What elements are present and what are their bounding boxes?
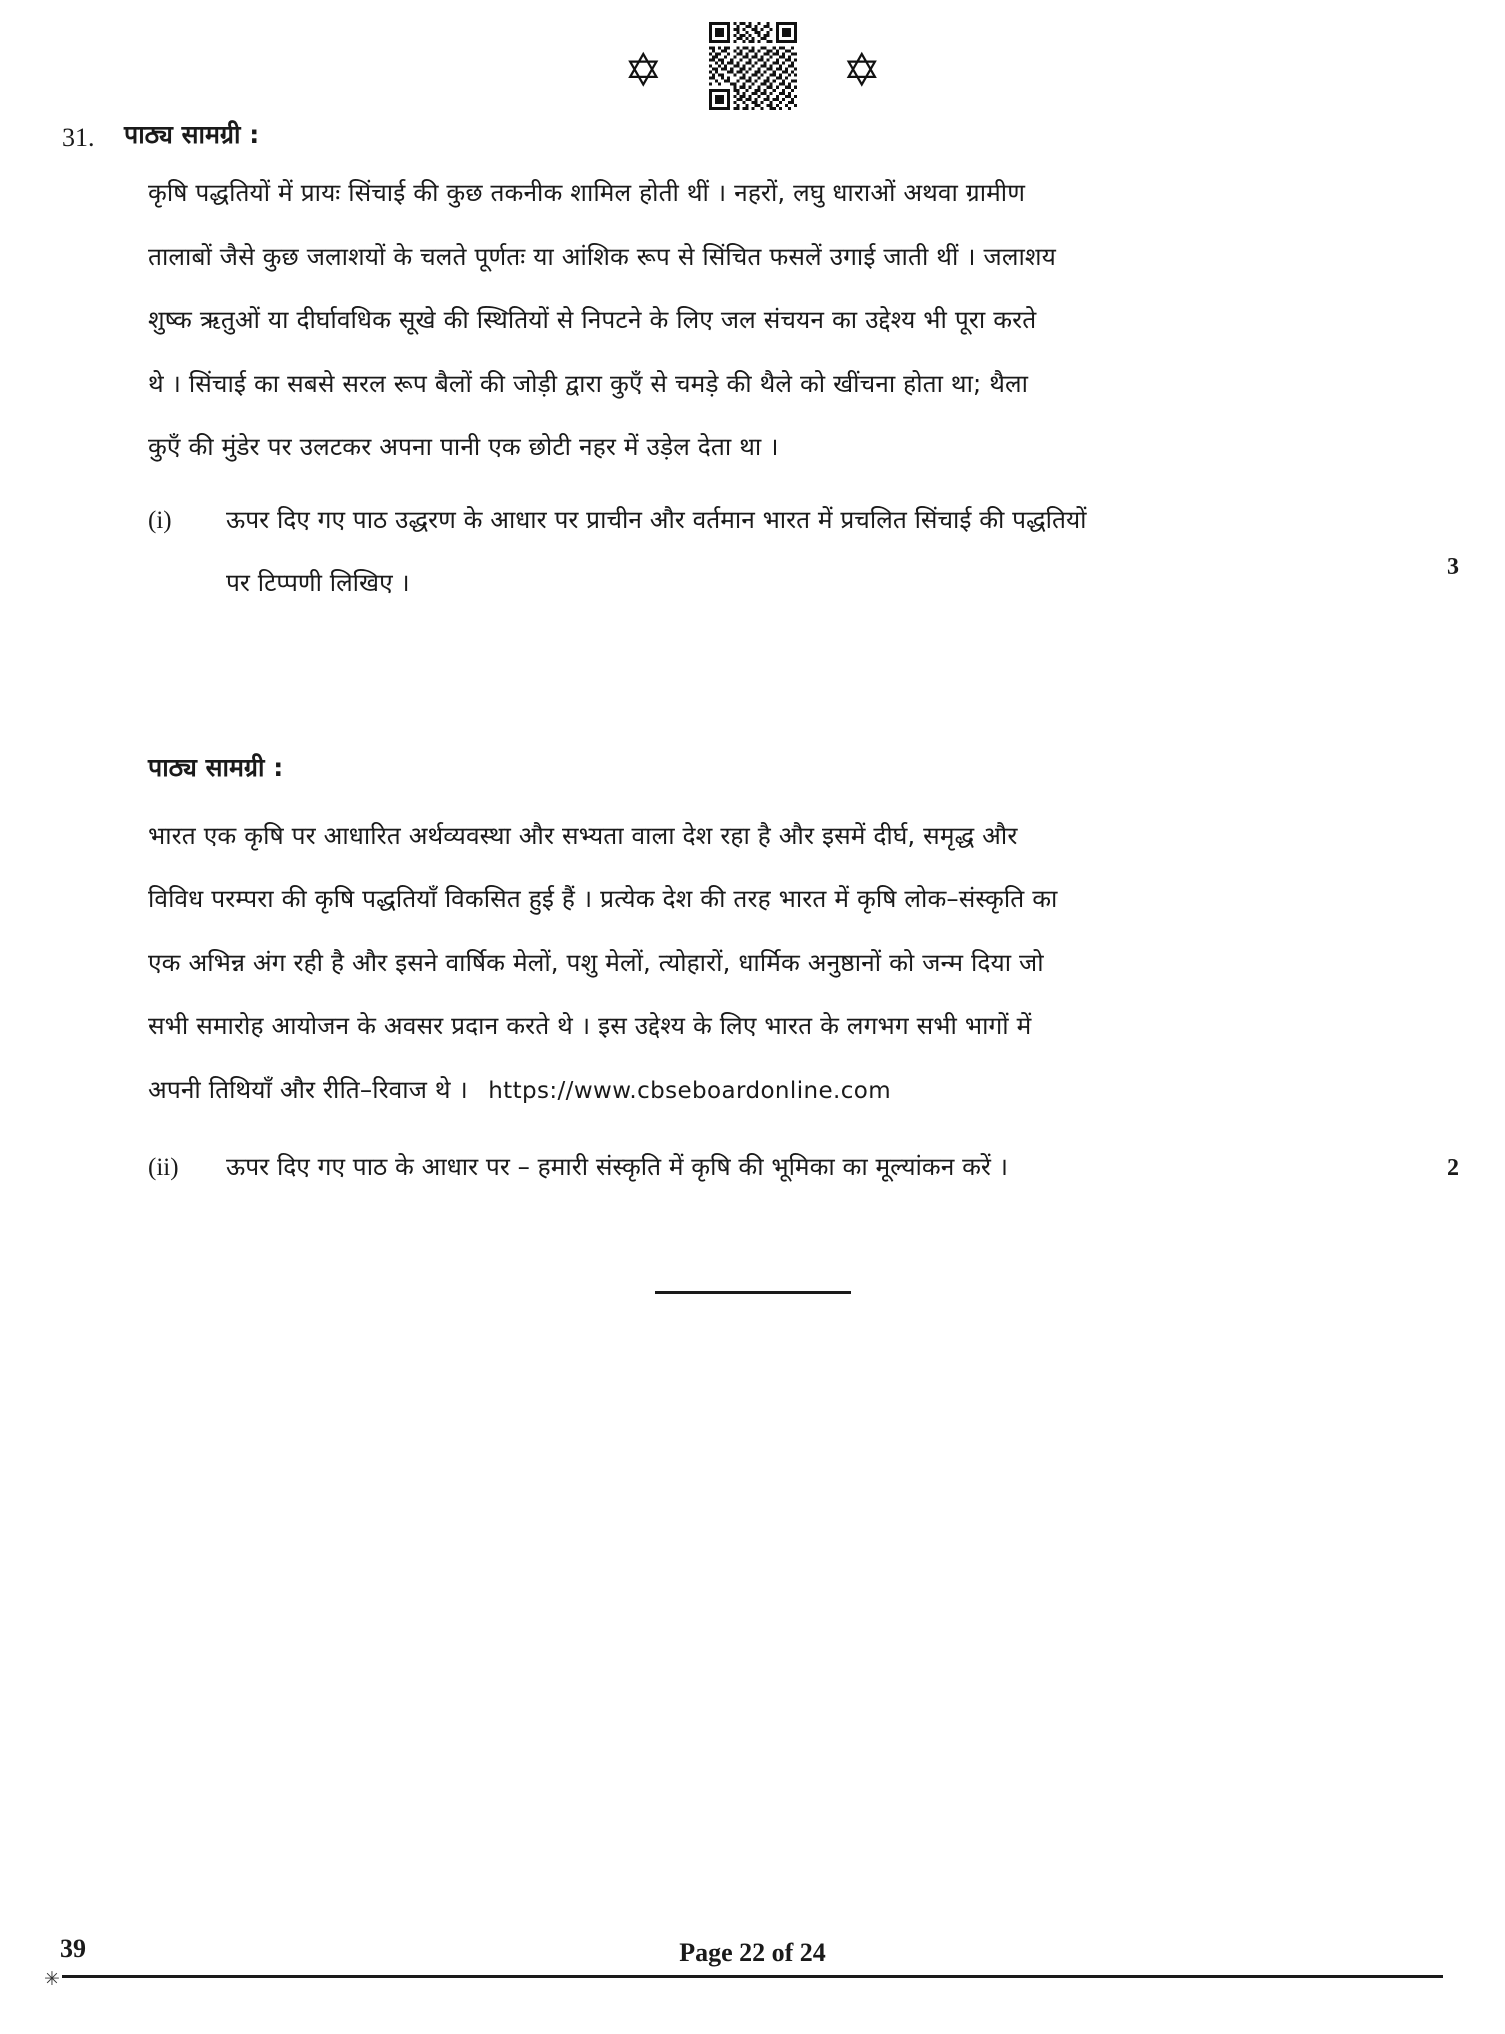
star-of-david-icon-right: ✡ xyxy=(842,43,882,97)
sub-question-i xyxy=(0,504,1505,635)
sub-question-i-label: (i) xyxy=(148,506,172,534)
passage2-url: https://www.cbseboardonline.com xyxy=(488,1077,892,1104)
passage-line: तालाबों जैसे कुछ जलाशयों के चलते पूर्णतः या आंशिक रूप से सिंचित फसलें उगाई जाती थीं । जलाशय xyxy=(148,241,1056,271)
passage2-line: एक अभिन्न अंग रही है और इसने वार्षिक मेलों, पशु मेलों, त्योहारों, धार्मिक अनुष्ठानों को जन्म दिया जो xyxy=(148,947,1044,977)
footer-page-label: Page 22 of 24 xyxy=(679,1938,826,1967)
sub-question-ii-body xyxy=(226,1152,1459,1219)
marks-badge-ii: 2 xyxy=(1447,1155,1459,1182)
footer-left-number: 39 xyxy=(60,1934,86,1963)
sub-question-ii-line: ऊपर दिए गए पाठ के आधार पर – हमारी संस्कृति में कृषि की भूमिका का मूल्यांकन करें । xyxy=(226,1152,1008,1182)
page-footer xyxy=(0,1920,1505,1994)
passage-line: कुएँ की मुंडेर पर उलटकर अपना पानी एक छोटी नहर में उड़ेल देता था । xyxy=(148,432,779,462)
sub-question-ii-label: (ii) xyxy=(148,1154,179,1182)
sub-question-i-body xyxy=(226,504,1459,635)
page-content xyxy=(0,118,1505,1294)
sub-question-i-line: ऊपर दिए गए पाठ उद्धरण के आधार पर प्राचीन और वर्तमान भारत में प्रचलित सिंचाई की पद्धतियों xyxy=(226,504,1087,534)
passage-2 xyxy=(0,820,1505,1104)
asterisk-icon: ✳ xyxy=(44,1968,60,1990)
section-divider xyxy=(655,1291,851,1294)
question-heading: पाठ्य सामग्री : xyxy=(124,120,260,149)
star-of-david-icon-left: ✡ xyxy=(623,43,663,97)
passage-1 xyxy=(0,178,1505,462)
sub-question-ii xyxy=(0,1152,1505,1219)
passage2-last-line-text: अपनी तिथियाँ और रीति–रिवाज थे । xyxy=(148,1074,468,1104)
question-heading-row xyxy=(0,118,1505,155)
passage2-line: सभी समारोह आयोजन के अवसर प्रदान करते थे । इस उद्देश्य के लिए भारत के लगभग सभी भागों में xyxy=(148,1011,1032,1041)
page-header xyxy=(0,18,1505,114)
marks-badge-i: 3 xyxy=(1447,553,1459,580)
passage-line: शुष्क ऋतुओं या दीर्घावधिक सूखे की स्थितियों से निपटने के लिए जल संचयन का उद्देश्य भी पूरा करते xyxy=(148,305,1037,335)
passage-2-heading: पाठ्य सामग्री : xyxy=(148,752,284,782)
passage2-last-line xyxy=(148,1074,1443,1104)
qr-code-icon xyxy=(709,22,797,110)
passage2-line: भारत एक कृषि पर आधारित अर्थव्यवस्था और सभ्यता वाला देश रहा है और इसमें दीर्घ, समृद्ध और xyxy=(148,820,1018,850)
passage-line: कृषि पद्धतियों में प्रायः सिंचाई की कुछ तकनीक शामिल होती थीं । नहरों, लघु धाराओं अथवा ग्रामीण xyxy=(148,178,1026,208)
question-number: 31. xyxy=(62,123,95,152)
footer-rule xyxy=(62,1975,1443,1978)
passage-line: थे । सिंचाई का सबसे सरल रूप बैलों की जोड़ी द्वारा कुएँ से चमड़े की थैले को खींचना होता था; थैला xyxy=(148,368,1029,398)
sub-question-i-line: पर टिप्पणी लिखिए । xyxy=(226,568,410,598)
passage2-line: विविध परम्परा की कृषि पद्धतियाँ विकसित हुई हैं । प्रत्येक देश की तरह भारत में कृषि लोक–संस्कृति का xyxy=(148,884,1058,914)
